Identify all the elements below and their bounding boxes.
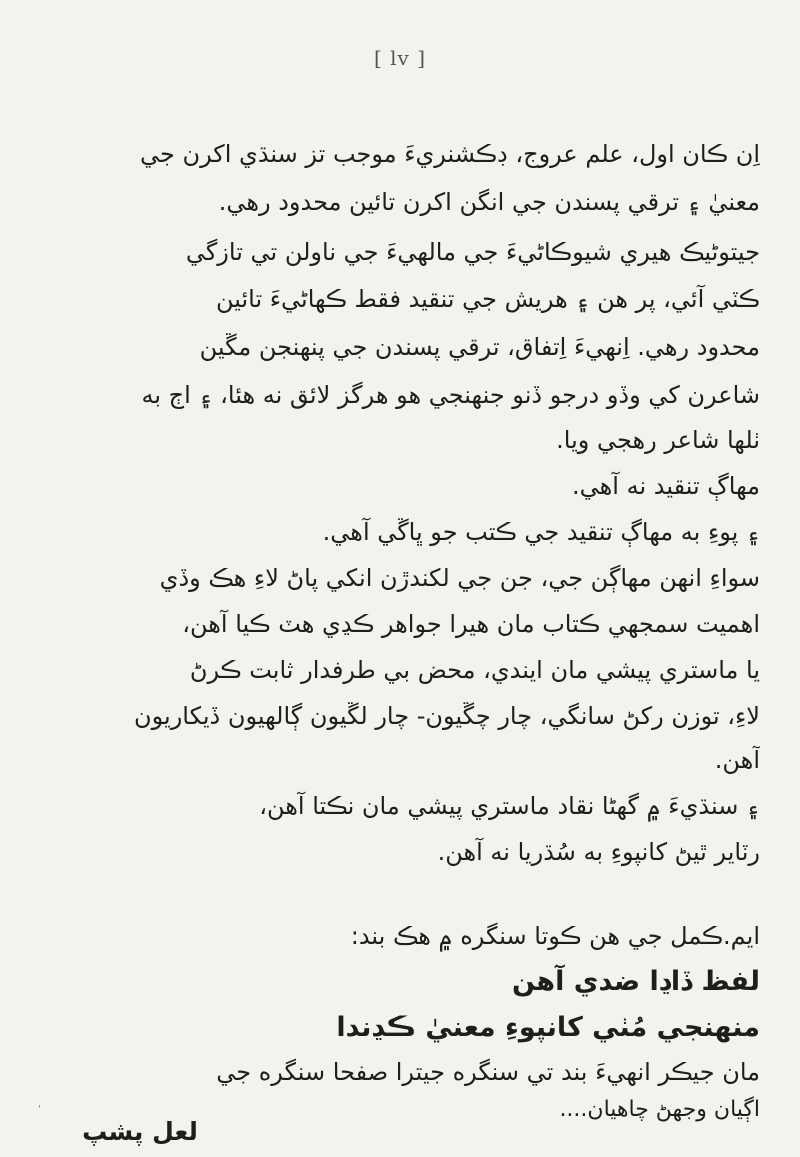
paragraph-3-line-5: آهن. [714,746,760,774]
paragraph-1-line-1: اِن ڪان اول، علم عروج، ڊڪشنريءَ موجب تز سنڌي اکرن جي [139,140,760,168]
paragraph-2-line-5: ٺلها شاعر رهجي ويا. [556,426,760,454]
paragraph-2-line-4: شاعرن کي وڏو درجو ڏنو جنهنجي هو هرگز لائق نه هئا، ۽ اڄ به [141,381,760,409]
page-number: [ lv ] [373,46,426,70]
verse-intro: ايم.ڪمل جي هن ڪوتا سنگره ۾ هڪ بند: [350,922,760,950]
signature: لعل پشپ [82,1117,198,1146]
statement-line-2: ۽ پوءِ به مهاڳ تنقيد جي ڪتب جو ڀاڱي آهي. [322,518,760,546]
verse-outro-line-1: مان جيڪر انهيءَ بند تي سنگره جيترا صفحا سنگره جي [216,1058,760,1086]
verse-line-2: منهنجي مُٺي کانپوءِ معنيٰ ڪڍندا [336,1012,760,1043]
statement-line-1: مهاڳ تنقيد نه آهي. [571,472,760,500]
paragraph-1-line-2: معنيٰ ۽ ترقي پسندن جي انگن اکرن تائين محدود رهي. [218,188,760,216]
verse-outro-line-2: اڳيان وجهڻ چاهيان.... [559,1097,760,1122]
paragraph-4-line-2: رٽاير ٿيڻ کانپوءِ به سُڌريا نه آهن. [437,838,760,866]
paragraph-3-line-1: سواءِ انهن مهاڳن جي، جن جي لکندڙن انکي پاڻ لاءِ هڪ وڏي [159,564,760,592]
paragraph-2-line-3: محدود رهي. اِنهيءَ اِتفاق، ترقي پسندن جي پنهنجن مڱين [199,333,760,361]
paragraph-2-line-2: ڪٽي آئي، پر هن ۽ هريش جي تنقيد فقط ڪهاڻيءَ تائين [215,285,760,313]
margin-mark: ' [38,1104,41,1115]
verse-line-1: لفظ ڏاڍا ضدي آهن [512,966,760,997]
paragraph-3-line-4: لاءِ، توزن رکڻ سانگي، چار چڱيون- چار لڱيون ڳالهيون ڏيکاريون [134,702,760,730]
paragraph-2-line-1: جيتوڻيڪ هيري شيوڪاڻيءَ جي مالهيءَ جي ناولن تي تازگي [185,238,760,266]
paragraph-3-line-2: اهميت سمجهي ڪتاب مان هيرا جواهر ڪڍي هٽ ڪيا آهن، [182,610,760,638]
paragraph-4-line-1: ۽ سنڌيءَ ۾ گهڻا نقاد ماستري پيشي مان نڪتا آهن، [259,792,760,820]
paragraph-3-line-3: يا ماستري پيشي مان ايندي، محض بي طرفدار ثابت ڪرڻ [189,656,760,684]
